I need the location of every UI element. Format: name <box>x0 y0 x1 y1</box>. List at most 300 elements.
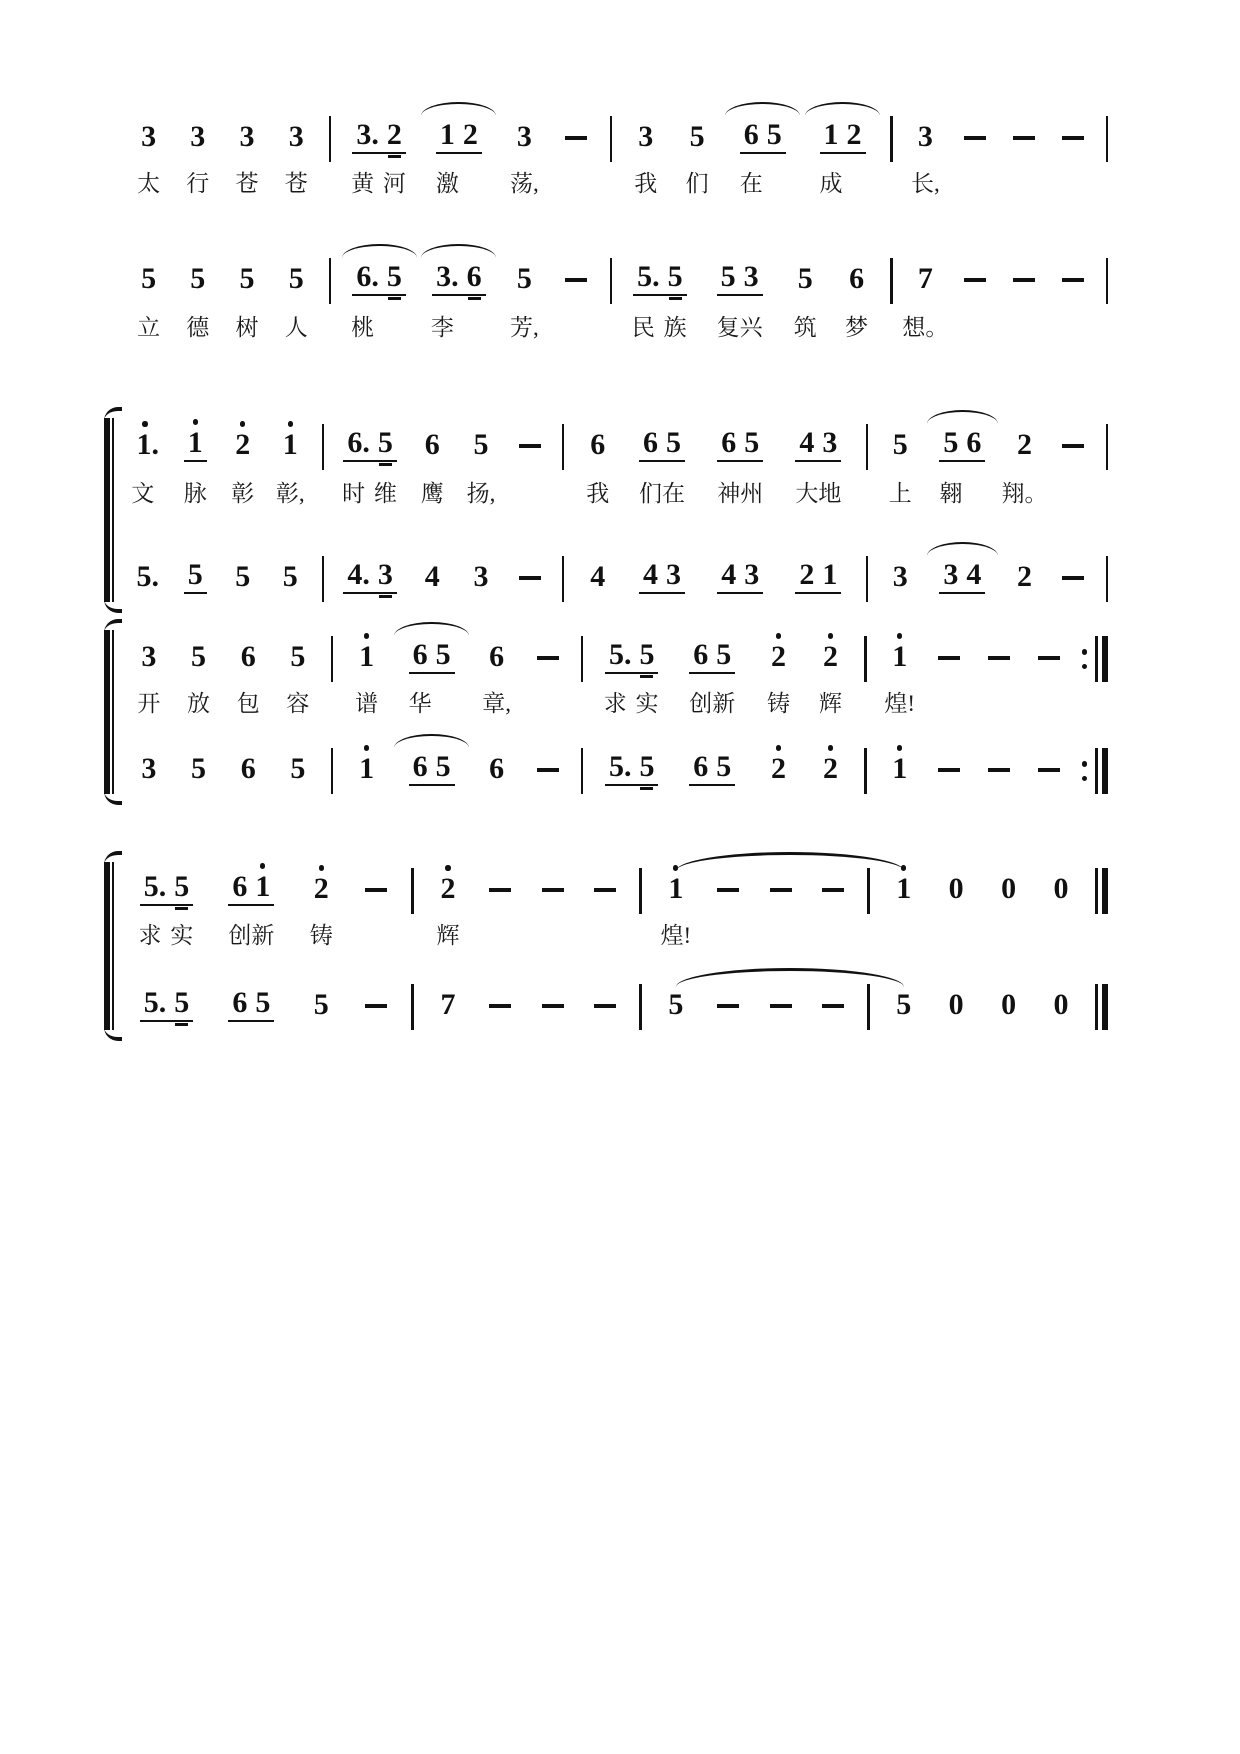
duration-dash <box>1013 278 1035 282</box>
note-group <box>932 654 966 674</box>
thin-bar <box>1095 748 1097 794</box>
beat-group <box>805 641 857 674</box>
note-group <box>359 1002 393 1022</box>
beat-group <box>620 261 700 296</box>
beat-group <box>339 261 419 296</box>
duration-dash <box>988 656 1010 660</box>
lyric-syllable: 彰 <box>231 481 255 506</box>
beat-group <box>876 429 925 462</box>
duration-dash <box>717 1004 739 1008</box>
lyric-syllable: 在 <box>739 171 763 196</box>
note-group <box>133 561 164 594</box>
note-group <box>586 429 609 462</box>
beat-group <box>831 263 882 296</box>
note: 4 <box>721 558 737 592</box>
note: 6. <box>347 426 370 460</box>
note-group <box>892 989 915 1022</box>
beat-group <box>471 753 522 786</box>
beat-group <box>392 751 471 786</box>
note: 5 <box>720 260 736 294</box>
note: 4 <box>966 558 982 592</box>
beat-group <box>505 574 554 594</box>
lyric-syllable: 大 <box>795 481 819 506</box>
barline-end <box>1106 556 1108 602</box>
note-group <box>137 263 160 296</box>
system-bracket <box>104 630 114 794</box>
beat-group <box>419 261 499 296</box>
lyric-syllable: 维 <box>373 481 397 506</box>
note: 3 <box>943 558 959 592</box>
beat-group <box>672 751 753 786</box>
note: 6 <box>412 638 428 672</box>
note: 3 <box>892 560 908 594</box>
measure <box>868 559 1106 594</box>
measure <box>116 987 411 1022</box>
lyric-syllable: 激 <box>435 171 459 196</box>
beat-group <box>408 561 457 594</box>
measure <box>116 121 329 154</box>
measure <box>116 427 322 462</box>
beat-group <box>174 753 224 786</box>
lyric-syllable: 梦 <box>845 315 869 340</box>
measure <box>867 753 1082 786</box>
note-group <box>531 654 565 674</box>
note-group <box>1056 574 1090 594</box>
lyric-syllable: 复 <box>716 315 740 340</box>
beat-group <box>173 263 222 296</box>
note: 4 <box>590 560 606 594</box>
lyric-syllable: 鹰 <box>420 481 444 506</box>
note-group <box>421 561 444 594</box>
note-group <box>764 1002 798 1022</box>
note-group <box>485 753 508 786</box>
duration-dash <box>770 1004 792 1008</box>
measure <box>870 873 1096 906</box>
note-group <box>531 766 565 786</box>
note: 1 <box>892 640 908 674</box>
note: 5 <box>896 988 912 1022</box>
beat-group <box>505 442 554 462</box>
beat-group <box>124 561 172 594</box>
duration-dash <box>988 768 1010 772</box>
repeat-dots <box>1082 640 1088 678</box>
beat-group <box>701 559 779 594</box>
beat-group <box>422 873 474 906</box>
note: 6 <box>466 260 482 294</box>
beat-group <box>999 276 1048 296</box>
beat-group <box>1049 574 1098 594</box>
beat-group <box>623 559 701 594</box>
note: 2 <box>822 752 838 786</box>
note: 6 <box>743 118 759 152</box>
beat-group <box>474 1002 526 1022</box>
lyric-syllable: 放 <box>187 691 211 716</box>
beat-group <box>124 871 209 906</box>
note: 7 <box>440 988 456 1022</box>
slur-arc <box>805 102 880 116</box>
rest-note: 0 <box>1053 988 1069 1022</box>
measure <box>116 559 322 594</box>
duration-dash <box>365 888 387 892</box>
duration-dash <box>1038 768 1060 772</box>
measure <box>116 753 331 786</box>
beat-group <box>982 989 1034 1022</box>
slur-arc <box>421 102 496 116</box>
note-group <box>559 134 593 154</box>
beat-group <box>723 119 803 154</box>
lyric-syllable: 行 <box>186 171 210 196</box>
lyric-syllable: 民 <box>631 315 655 340</box>
note: 5 <box>191 752 207 786</box>
note-group <box>1056 276 1090 296</box>
note: 5 <box>668 988 684 1022</box>
beat-group <box>878 989 930 1022</box>
note: 5 <box>797 262 813 296</box>
note: 6 <box>643 426 659 460</box>
duration-dash <box>964 278 986 282</box>
beat-group <box>875 641 925 674</box>
note-group <box>945 873 968 906</box>
beat-group <box>272 121 321 154</box>
measure <box>331 119 609 154</box>
note-group <box>588 1002 622 1022</box>
lyric-syllable: 在 <box>662 481 686 506</box>
note: 3 <box>288 120 304 154</box>
duration-dash <box>822 1004 844 1008</box>
beat-group <box>701 427 779 462</box>
note-group <box>513 121 536 154</box>
lyric-syllable: 族 <box>663 315 687 340</box>
bracket-thin-line <box>112 418 114 602</box>
note-group <box>888 641 911 674</box>
note: 5 <box>174 986 190 1020</box>
duration-dash <box>1062 278 1084 282</box>
note: 5 <box>516 262 532 296</box>
beat-group <box>272 263 321 296</box>
lyric-syllable: 辉 <box>818 691 842 716</box>
beam-group <box>717 427 763 462</box>
note: 5 <box>282 560 298 594</box>
note-group <box>888 753 911 786</box>
note: 1. <box>136 428 159 462</box>
measure <box>893 263 1106 296</box>
note-group <box>286 753 309 786</box>
beat-group <box>499 263 550 296</box>
slur-arc <box>421 244 496 258</box>
beat-group <box>527 1002 579 1022</box>
lyric-syllable: 上 <box>888 481 912 506</box>
note: 2 <box>313 872 329 906</box>
bracket-thick-line <box>104 630 110 794</box>
beam-group <box>184 427 207 462</box>
lyric-syllable: 新 <box>251 923 275 948</box>
system-bracket <box>104 418 114 602</box>
beam-group <box>432 261 486 296</box>
beat-group <box>579 1002 631 1022</box>
duration-dash <box>565 278 587 282</box>
beam-group <box>436 119 482 154</box>
note-group <box>310 873 333 906</box>
note-group <box>483 1002 517 1022</box>
note-group <box>279 429 302 462</box>
measure <box>116 641 331 674</box>
note: 2 <box>235 428 251 462</box>
note-group <box>359 886 393 906</box>
beat-group <box>332 559 408 594</box>
beat-group <box>392 639 471 674</box>
note: 5 <box>190 262 206 296</box>
note: 3 <box>141 120 157 154</box>
lyric-syllable: 求 <box>138 923 162 948</box>
beat-group <box>209 871 294 906</box>
beat-group <box>875 753 925 786</box>
barline-end <box>1106 116 1108 162</box>
lyric-syllable: 想。 <box>902 315 949 340</box>
beat-group <box>267 561 315 594</box>
lyric-syllable: 文 <box>131 481 155 506</box>
duration-dash <box>770 888 792 892</box>
lyric-syllable: 新 <box>712 691 736 716</box>
beat-group <box>591 751 672 786</box>
note-group <box>816 886 850 906</box>
note-group <box>355 641 378 674</box>
beat-group <box>805 753 857 786</box>
rest-note: 0 <box>1001 988 1017 1022</box>
measure <box>324 427 562 462</box>
note: 2 <box>462 118 478 152</box>
beat-group <box>1049 442 1098 462</box>
beam-group <box>639 559 685 594</box>
note-group <box>187 753 210 786</box>
note-group <box>236 121 259 154</box>
thick-bar <box>1102 636 1109 682</box>
beam-group <box>343 427 397 462</box>
note: 6. <box>356 260 379 294</box>
duration-dash <box>938 768 960 772</box>
note-group <box>794 263 817 296</box>
rest-note: 0 <box>1053 872 1069 906</box>
note-group <box>485 641 508 674</box>
lyric-syllable: 煌! <box>660 923 692 948</box>
beat-group <box>982 873 1034 906</box>
lyric-syllable: 我 <box>634 171 658 196</box>
beat-group <box>950 134 999 154</box>
note-group <box>892 873 915 906</box>
note: 3 <box>473 560 489 594</box>
note: 2 <box>799 558 815 592</box>
note: 2 <box>846 118 862 152</box>
note-group <box>982 654 1016 674</box>
beat-group <box>457 429 506 462</box>
beat-group <box>754 1002 806 1022</box>
lyric-syllable: 们 <box>639 481 663 506</box>
music-line <box>116 752 1108 786</box>
note-group <box>764 886 798 906</box>
beat-group <box>753 753 805 786</box>
note-group <box>355 753 378 786</box>
beat-group <box>222 121 271 154</box>
note: 1 <box>823 118 839 152</box>
duration-dash <box>565 136 587 140</box>
measure <box>333 639 581 674</box>
lyric-syllable: 脉 <box>183 481 207 506</box>
duration-dash <box>594 1004 616 1008</box>
note-group <box>133 429 164 462</box>
repeat-dot <box>1082 761 1088 767</box>
final-barline <box>1095 984 1108 1030</box>
beat-group <box>1035 873 1087 906</box>
slur-arc <box>342 244 417 258</box>
beat-group <box>702 886 754 906</box>
note-group <box>421 429 444 462</box>
note: 6 <box>232 986 248 1020</box>
lyric-syllable: 实 <box>170 923 194 948</box>
bracket-thin-line <box>112 862 114 1030</box>
note-group <box>470 561 493 594</box>
note: 3 <box>666 558 682 592</box>
beat-group <box>878 873 930 906</box>
beat-group <box>974 654 1024 674</box>
note: 6 <box>489 752 505 786</box>
beat-group <box>172 427 220 462</box>
note: 5 <box>435 638 451 672</box>
note: 2 <box>1017 560 1032 594</box>
note: 5 <box>473 428 489 462</box>
note: 6 <box>590 428 606 462</box>
beat-group <box>522 766 573 786</box>
note: 5 <box>174 870 190 904</box>
note: 1 <box>892 752 908 786</box>
note: 4. <box>347 558 370 592</box>
note: 6 <box>424 428 440 462</box>
lyric-syllable: 桃 <box>351 315 375 340</box>
note: 6 <box>721 426 737 460</box>
note: 5 <box>141 262 157 296</box>
beat-group <box>124 121 173 154</box>
beam-group <box>740 119 786 154</box>
note: 5. <box>608 638 632 672</box>
beat-group <box>807 886 859 906</box>
note-group <box>137 753 160 786</box>
rest-note: 0 <box>1001 872 1017 906</box>
thin-bar <box>1095 868 1097 914</box>
note-group <box>231 429 254 462</box>
repeat-end-barline <box>1082 748 1108 794</box>
beat-group <box>172 559 220 594</box>
note-group <box>236 263 259 296</box>
beam-group <box>409 751 455 786</box>
note: 1 <box>896 872 912 906</box>
note: 5 <box>716 750 732 784</box>
lyric-syllable: 们 <box>685 171 709 196</box>
note: 2 <box>440 872 456 906</box>
beat-group <box>950 276 999 296</box>
beat-group <box>620 121 671 154</box>
note-group <box>586 561 609 594</box>
note-group <box>237 641 260 674</box>
measure <box>870 989 1096 1022</box>
note: 5 <box>639 638 655 672</box>
note-group <box>767 753 790 786</box>
lyric-syllable: 创 <box>689 691 713 716</box>
beat-group <box>124 263 173 296</box>
beat-group <box>408 429 457 462</box>
note: 5 <box>943 426 959 460</box>
repeat-dot <box>1082 776 1088 782</box>
note-group <box>436 873 459 906</box>
measure <box>331 261 609 296</box>
music-line <box>116 560 1108 594</box>
beat-group <box>222 263 271 296</box>
beat-group <box>522 654 573 674</box>
note: 5. <box>136 560 159 594</box>
duration-dash <box>542 888 564 892</box>
rest-note: 0 <box>948 988 964 1022</box>
beat-group <box>925 427 1001 462</box>
note: 6 <box>693 750 709 784</box>
note-group <box>1007 134 1041 154</box>
note: 3 <box>917 120 933 154</box>
measure <box>583 639 864 674</box>
beat-group <box>930 873 982 906</box>
lyric-syllable: 彰, <box>275 481 305 506</box>
note-group <box>186 263 209 296</box>
repeat-dot <box>1082 664 1088 670</box>
beat-group <box>702 1002 754 1022</box>
beat-group <box>474 886 526 906</box>
repeat-dot <box>1082 649 1088 655</box>
note: 5 <box>290 640 306 674</box>
beat-group <box>1024 654 1074 674</box>
lyric-syllable: 成 <box>819 171 843 196</box>
lyric-syllable: 太 <box>137 171 161 196</box>
beat-group <box>471 641 522 674</box>
note: 3 <box>239 120 255 154</box>
beat-group <box>672 639 753 674</box>
beat-group <box>579 886 631 906</box>
note: 5. <box>608 750 632 784</box>
measure <box>333 751 581 786</box>
duration-dash <box>1038 656 1060 660</box>
duration-dash <box>519 444 541 448</box>
note: 4 <box>799 426 815 460</box>
note: 2 <box>822 640 838 674</box>
note: 1 <box>822 558 838 592</box>
beat-group <box>332 427 408 462</box>
beat-group <box>124 429 172 462</box>
beat-group <box>876 561 925 594</box>
beat-group <box>999 134 1048 154</box>
duration-dash <box>822 888 844 892</box>
note: 5 <box>187 558 203 592</box>
duration-dash <box>489 888 511 892</box>
beat-group <box>572 429 622 462</box>
note: 5 <box>313 988 329 1022</box>
beat-group <box>219 429 267 462</box>
beam-group <box>689 751 735 786</box>
slur-arc <box>927 542 998 556</box>
music-line <box>116 118 1108 196</box>
note-group <box>767 641 790 674</box>
note: 5 <box>191 640 207 674</box>
note-group <box>1056 134 1090 154</box>
thin-bar <box>1095 636 1097 682</box>
beat-group <box>901 121 950 154</box>
beat-group <box>671 121 722 154</box>
note: 5 <box>386 260 402 294</box>
music-line <box>116 870 1108 948</box>
beat-group <box>1024 766 1074 786</box>
